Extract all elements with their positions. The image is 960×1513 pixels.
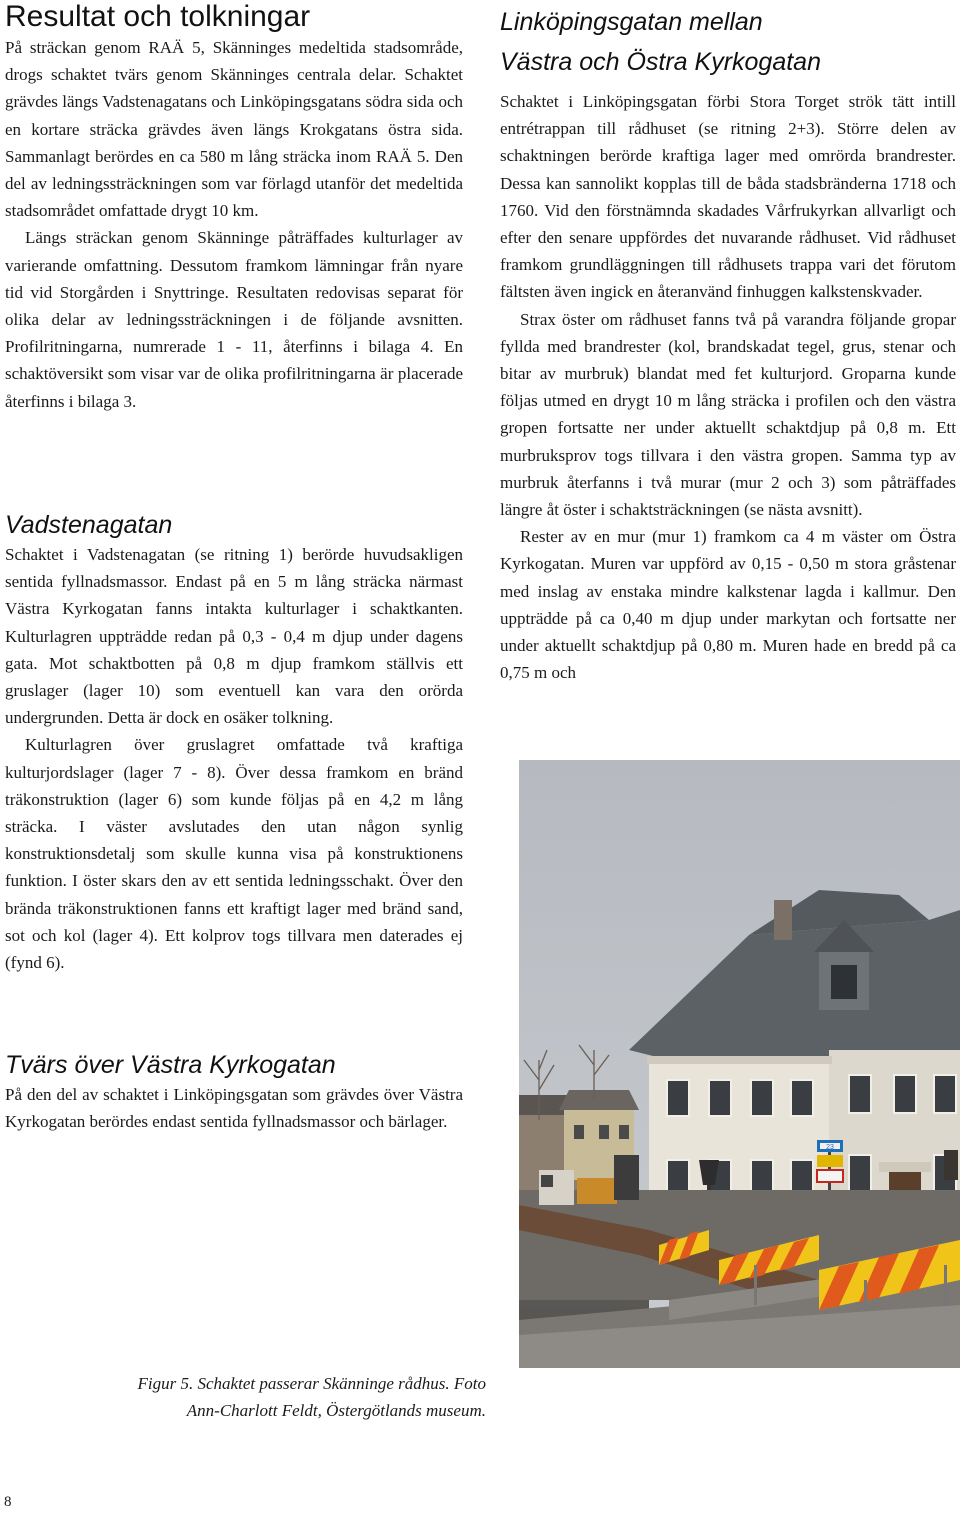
tvars-section <box>5 1050 463 1135</box>
linkoping-paragraph-1: Schaktet i Linköpingsgatan förbi Stora Torget strök tätt intill entrétrappan till rådhuset (se ritning 2+3). Större delen av schaktningen berörde kraftiga lager med omrörda brandrester. Dessa kan sannolikt kopplas till de båda stadsbränderna 1718 och 1760. Vid den förstnämnda skadades Vårfrukyrkan allvarligt och efter den senare uppfördes det nuvarande rådhuset. Vid rådhuset framkom grundläggningen till rådhusets trappa vari det förutom fältsten även ingick en återanvänd finhuggen kalkstenskvader. <box>500 92 956 302</box>
vadstenagatan-section <box>5 510 463 976</box>
vadstenagatan-paragraph-1: Schaktet i Vadstenagatan (se ritning 1) berörde huvudsakligen sentida fyllnadsmassor. Endast på en 5 m lång sträcka närmast Västra Kyrkogatan fanns intakta kulturlager i schaktkanten. Kulturlagren uppträdde redan på 0,3 - 0,4 m djup under dagens gata. Mot schaktbotten på 0,8 m djup framkom ställvis ett gruslager (lager 10) som eventuell kan vara den orörda undergrunden. Detta är dock en osäker tolkning. <box>5 545 463 728</box>
heading-tvars: Tvärs över Västra Kyrkogatan <box>5 1051 336 1079</box>
linkoping-section <box>500 0 956 686</box>
heading-linkoping-line1: Linköpingsgatan mellan <box>500 8 763 36</box>
page-number: 8 <box>4 1494 12 1510</box>
figure-caption-line-1: Figur 5. Schaktet passerar Skänninge rådhus. Foto <box>137 1374 486 1393</box>
tvars-paragraph-1: På den del av schaktet i Linköpingsgatan som grävdes över Västra Kyrkogatan berördes endast sentida fyllnadsmassor och bärlager. <box>5 1085 463 1132</box>
heading-linkoping-line2: Västra och Östra Kyrkogatan <box>500 48 821 76</box>
heading-vadstenagatan: Vadstenagatan <box>5 511 173 539</box>
photo-radhus <box>519 760 960 1368</box>
vadstenagatan-paragraph-2: Kulturlagren över gruslagret omfattade två kraftiga kulturjordslager (lager 7 - 8). Över dessa framkom en bränd träkonstruktion (lager 6) som kunde följas på en 4,2 m lång sträcka. I väster avslutades den utan någon synlig konstruktionsdetalj som skulle kunna visa på konstruktionens funktion. I öster skars den av ett sentida ledningsschakt. Över den brända träkonstruktionen fanns ett kraftigt lager med bränd sand, sot och kol (lager 4). Ett kolprov togs tillvara men daterades ej (fynd 6). <box>5 735 463 973</box>
intro-paragraph-1: På sträckan genom RAÄ 5, Skänninges medeltida stadsområde, drogs schaktet tvärs genom Skänninges centrala delar. Schaktet grävdes längs Vadstenagatans och Linköpingsgatans södra sida och en kortare sträcka grävdes även längs Krokgatans östra sida. Sammanlagt berördes en ca 580 m lång sträcka inom RAÄ 5. Den del av ledningssträckningen som var förlagd utanför det medeltida stadsområdet omfattade drygt 10 km. <box>5 38 463 221</box>
intro-section <box>5 0 463 415</box>
linkoping-paragraph-3: Rester av en mur (mur 1) framkom ca 4 m väster om Östra Kyrkogatan. Muren var uppförd av 0,15 - 0,50 m stora gråstenar med inslag av enstaka mindre kalkstenar lagda i kallmur. Den uppträdde på ca 0,40 m djup under markytan och fortsatte ner under aktuellt schaktdjup på 0,80 m. Muren hade en bredd på ca 0,75 m och <box>500 527 956 683</box>
figure-caption <box>40 1370 486 1424</box>
figure-caption-line-2: Ann-Charlott Feldt, Östergötlands museum. <box>186 1401 486 1420</box>
street-sign-text: 23 <box>826 1144 834 1151</box>
heading-resultat: Resultat och tolkningar <box>5 0 311 33</box>
intro-paragraph-2: Längs sträckan genom Skänninge påträffades kulturlager av varierande omfattning. Dessutom framkom lämningar från nyare tid vid Storgården i Snyttringe. Resultaten redovisas separat för olika delar av ledningssträckningen i de följande avsnitten. Profilritningarna, numrerade 1 - 11, återfinns i bilaga 4. En schaktöversikt som visar var de olika profilritningarna är placerade återfinns i bilaga 3. <box>5 228 463 411</box>
linkoping-paragraph-2: Strax öster om rådhuset fanns två på varandra följande gropar fyllda med brandrester (kol, brandskadat tegel, grus, stenar och bitar av murbruk) blandat med fet kulturjord. Groparna kunde följas utmed en drygt 10 m lång sträcka i profilen och den västra gropen fortsatte ner under aktuellt schaktdjup på 0,8 m. Ett murbruksprov togs tillvara i den västra gropen. Samma typ av murbruk återfanns i två murar (mur 2 och 3) som påträffades längre åt öster i schaktsträckningen (se nästa avsnitt). <box>500 309 956 520</box>
